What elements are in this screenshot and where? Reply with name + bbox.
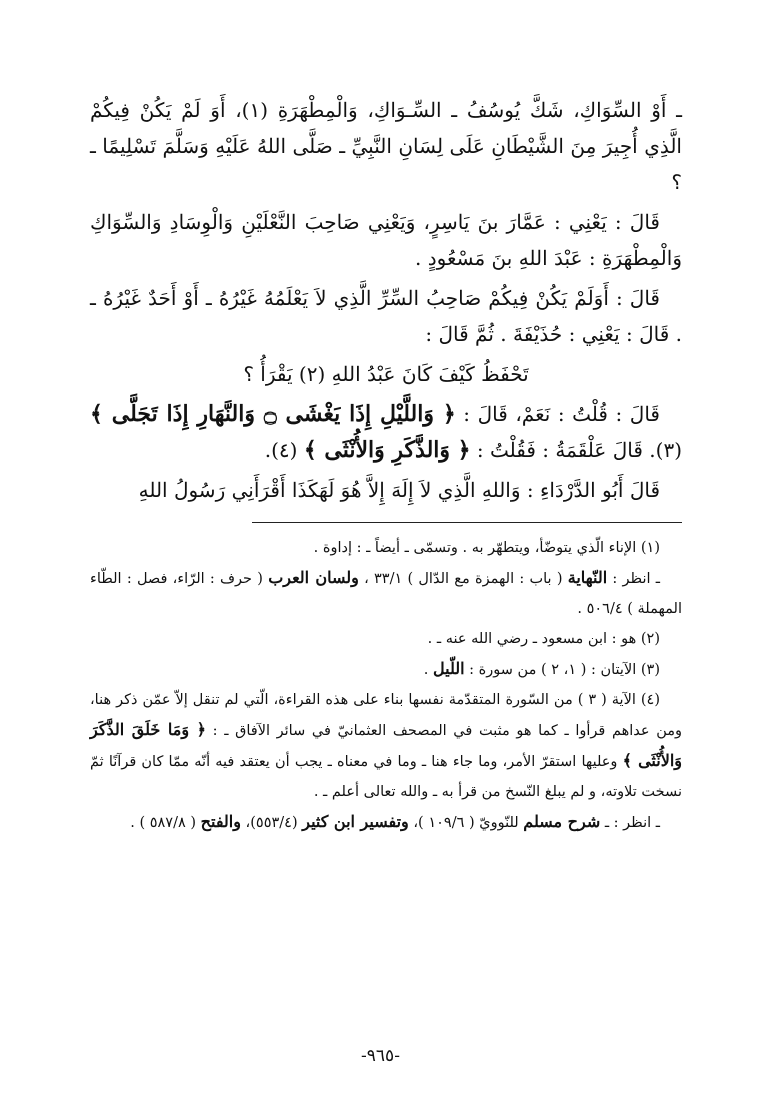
footnote-3-text: (٣) الآيتان : ( ١، ٢ ) من سورة : <box>464 662 660 678</box>
footnote-1-ref-mid: ( باب : الهمزة مع الدّال ) ٣٣/١ ، <box>358 571 568 587</box>
footnote-4-text-end: وعليها استقرّ الأمر، وما جاء هنا ـ وما في معناه ـ يجب أن يعتقد فيه أنّه ممّا كان قرآنًا ثمّ نسخت تلاوته، و لم يبلغ النّسخ من قرأ به ـ والله تعالى أعلم ـ . <box>90 754 682 800</box>
paragraph-5-end: (٤). <box>264 438 304 462</box>
footnote-4-ref-mid2: (٥٥٣/٤)، <box>240 815 303 831</box>
paragraph-5 <box>90 396 682 468</box>
footnote-4-reference <box>90 807 682 838</box>
footnote-2: (٢) هو : ابن مسعود ـ رضي الله عنه ـ . <box>427 631 660 647</box>
source-sharh-muslim: شرح مسلم <box>523 812 601 831</box>
page-number: -٩٦٥- <box>361 1046 400 1066</box>
footnote-4-quran: ﴿ وَمَا خَلَقَ الذَّكَرَ وَالأُنْثَى ﴾ <box>90 720 682 770</box>
footnote-3-end: . <box>423 662 434 678</box>
source-lisan-al-arab: ولسان العرب <box>268 568 359 587</box>
page-body <box>90 92 682 838</box>
paragraph-5-mid: (٣). قَالَ عَلْقَمَةُ : فَقُلْتُ : <box>470 438 682 462</box>
paragraph-5-intro: قَالَ : قُلْتُ : نَعَمْ، قَالَ : <box>455 402 660 426</box>
footnote-4-text: (٤) الآية ( ٣ ) من السّورة المتقدّمة نفسها بناء على هذه القراءة، الّتي لم تنقل إلاّ عمّن ذكر هنا، ومن عداهم قرأوا ـ كما هو مثبت في المصحف العثمانيّ في سائر الآفاق ـ : <box>90 692 682 739</box>
main-text <box>90 92 682 508</box>
source-nihaya: النّهاية <box>567 568 608 587</box>
quran-verse-2: ﴿ وَالذَّكَرِ وَالأُنْثَى ﴾ <box>303 437 471 463</box>
footnotes <box>90 533 682 838</box>
footnote-4-ref-prefix: ـ انظر : ـ <box>600 815 660 831</box>
paragraph-2: قَالَ : يَعْنِي : عَمَّارَ بنَ يَاسِرٍ، وَيَعْنِي صَاحِبَ النَّعْلَيْنِ وَالْوِسَادِ وَالسِّوَاكِ وَالْمِطْهَرَةِ : عَبْدَ اللهِ بنَ مَسْعُودٍ . <box>90 210 682 270</box>
source-fath: والفتح <box>200 812 241 831</box>
footnote-divider <box>252 522 682 523</box>
footnote-1-ref-prefix: ـ انظر : <box>607 571 660 587</box>
paragraph-1: ـ أَوْ السِّوَاكِ، شَكَّ يُوسُفُ ـ السِّـوَاكِ، وَالْمِطْهَرَةِ (١)، أَوَ لَمْ يَكُنْ فِيكُمْ الَّذِي أُجِيرَ مِنَ الشَّيْطَانِ عَلَى لِسَانِ النَّبِيِّ ـ صَلَّى اللهُ عَلَيْهِ وَسَلَّمَ تَسْلِيمًا ـ ؟ <box>90 98 682 194</box>
footnote-1: (١) الإناء الّذي يتوضّأ، ويتطهّر به . وتسمّى ـ أيضاً ـ : إداوة . <box>313 540 660 556</box>
quran-verse-1: ﴿ وَاللَّيْلِ إِذَا يَغْشَى ۝ وَالنَّهَارِ إِذَا تَجَلَّى ﴾ <box>90 401 456 427</box>
footnote-1-ref-end: ( حرف : الرّاء، فصل : الطّاء المهملة ) ٥٠٦/٤ . <box>90 571 682 617</box>
footnote-1-reference <box>90 563 682 624</box>
footnote-4-ref-end: ( ٥٨٧/٨ ) . <box>130 815 201 831</box>
source-tafsir-ibn-kathir: وتفسير ابن كثير <box>302 812 409 831</box>
surah-name: اللّيل <box>433 659 465 678</box>
paragraph-4: تَحْفَظُ كَيْفَ كَانَ عَبْدُ اللهِ (٢) يَقْرَأُ ؟ <box>243 362 529 386</box>
footnote-4 <box>90 685 682 807</box>
paragraph-6: قَالَ أَبُو الدَّرْدَاءِ : وَاللهِ الَّذِي لاَ إِلَهَ إِلاَّ هُوَ لَهَكَذَا أَقْرَأَنِي رَسُولُ اللهِ <box>138 478 660 502</box>
paragraph-3: قَالَ : أَوَلَمْ يَكُنْ فِيكُمْ صَاحِبُ السِّرِّ الَّذِي لاَ يَعْلَمُهُ غَيْرُهُ ـ أَوْ أَحَدٌ غَيْرُهُ ـ . قَالَ : يَعْنِي : حُذَيْفَةَ . ثُمَّ قَالَ : <box>90 286 682 346</box>
footnote-4-ref-mid: للنّوويّ ( ١٠٩/٦ )، <box>408 815 524 831</box>
footnote-3 <box>90 654 682 685</box>
